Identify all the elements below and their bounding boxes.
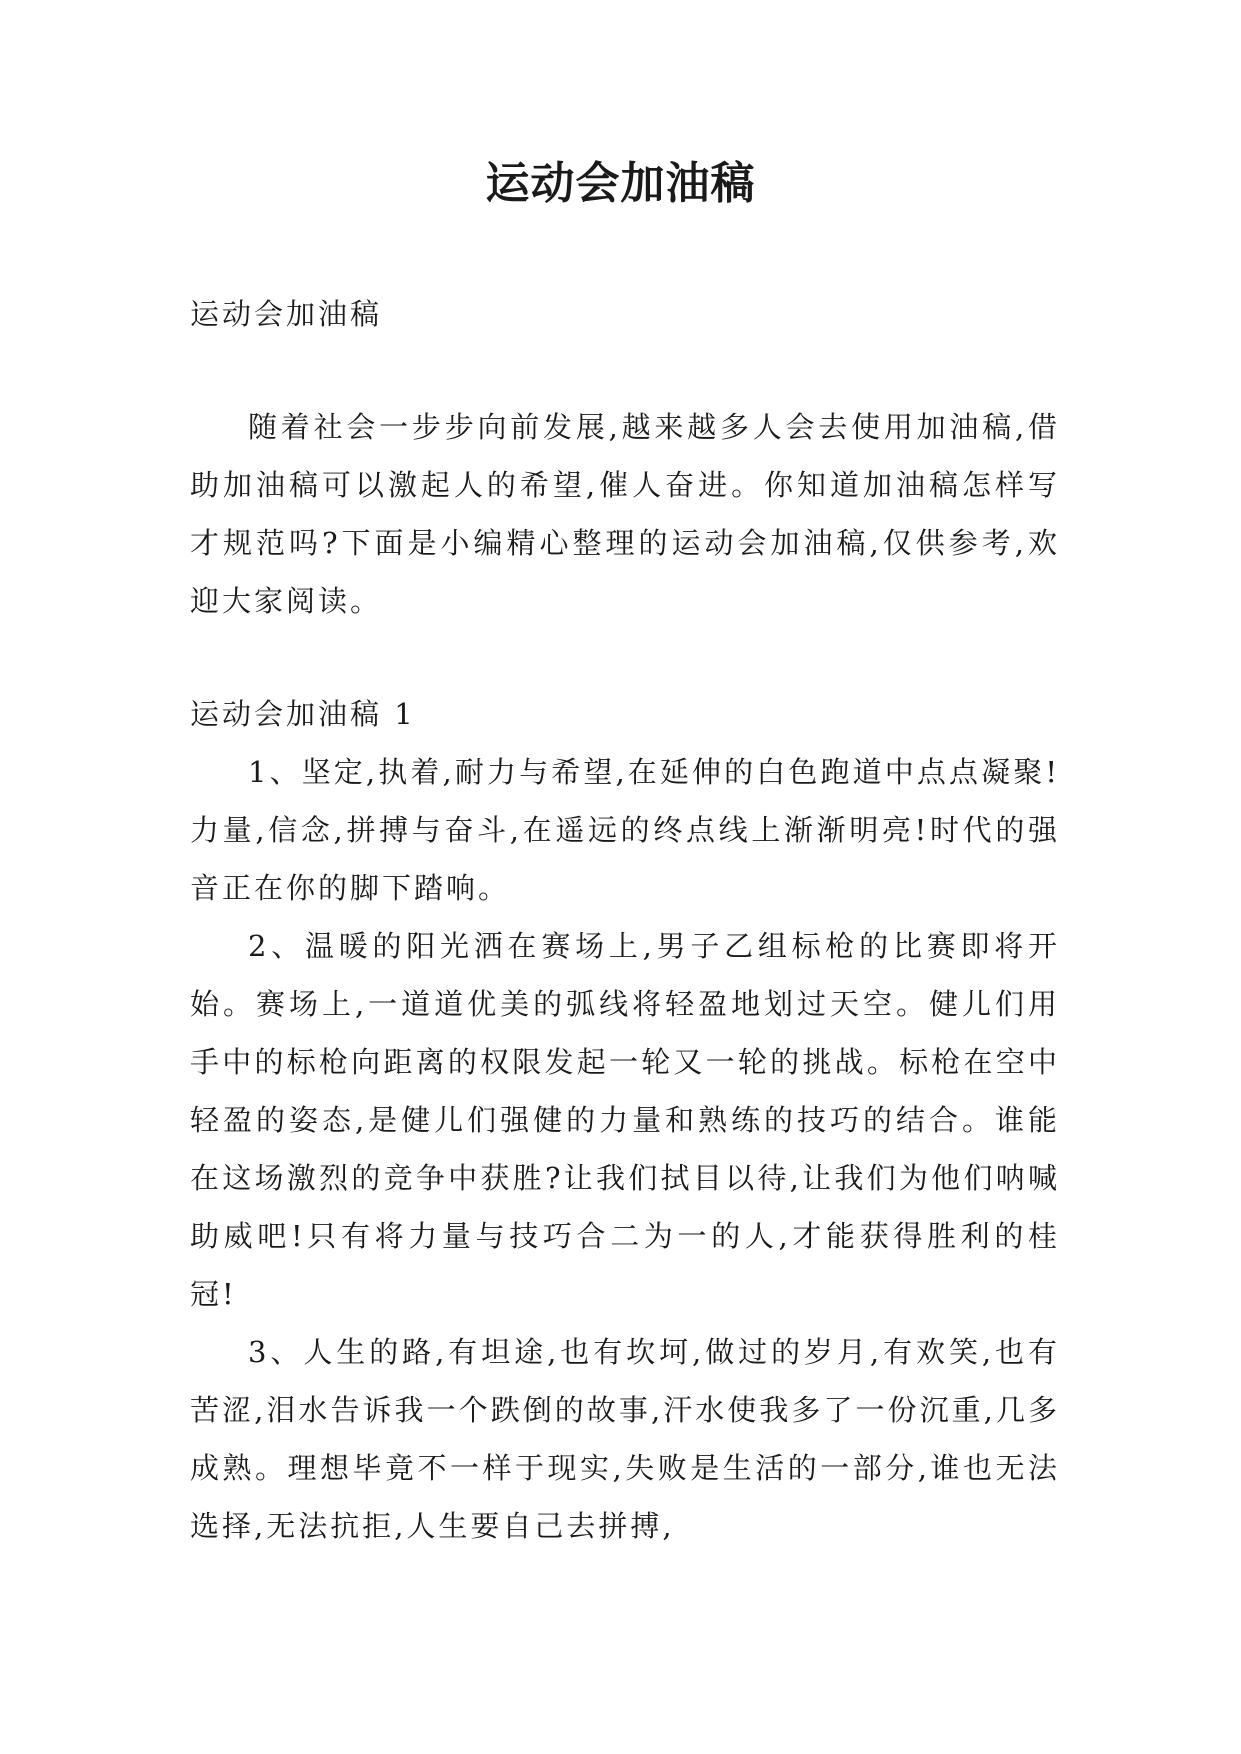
spacer: [190, 343, 1060, 398]
document-body: [190, 285, 1060, 1555]
subtitle: 运动会加油稿: [190, 297, 383, 331]
body-paragraph-2: 2、温暖的阳光洒在赛场上,男子乙组标枪的比赛即将开始。赛场上,一道道优美的弧线将轻盈地划过天空。健儿们用手中的标枪向距离的权限发起一轮又一轮的挑战。标枪在空中轻盈的姿态,是健儿们强健的力量和熟练的技巧的结合。谁能在这场激烈的竞争中获胜?让我们拭目以待,让我们为他们呐喊助威吧!只有将力量与技巧合二为一的人,才能获得胜利的桂冠!: [190, 929, 1060, 1311]
intro-paragraph: 随着社会一步步向前发展,越来越多人会去使用加油稿,借助加油稿可以激起人的希望,催人奋进。你知道加油稿怎样写才规范吗?下面是小编精心整理的运动会加油稿,仅供参考,欢迎大家阅读。: [190, 410, 1060, 618]
body-paragraph-1: 1、坚定,执着,耐力与希望,在延伸的白色跑道中点点凝聚!力量,信念,拼搏与奋斗,在遥远的终点线上渐渐明亮!时代的强音正在你的脚下踏响。: [190, 755, 1060, 905]
document-title: 运动会加油稿: [485, 158, 756, 209]
section-heading: 运动会加油稿 1: [190, 697, 416, 731]
spacer: [190, 630, 1060, 685]
body-paragraph-3: 3、人生的路,有坦途,也有坎坷,做过的岁月,有欢笑,也有苦涩,泪水告诉我一个跌倒的故事,汗水使我多了一份沉重,几多成熟。理想毕竟不一样于现实,失败是生活的一部分,谁也无法选择,无法抗拒,人生要自己去拼搏,: [190, 1335, 1060, 1543]
